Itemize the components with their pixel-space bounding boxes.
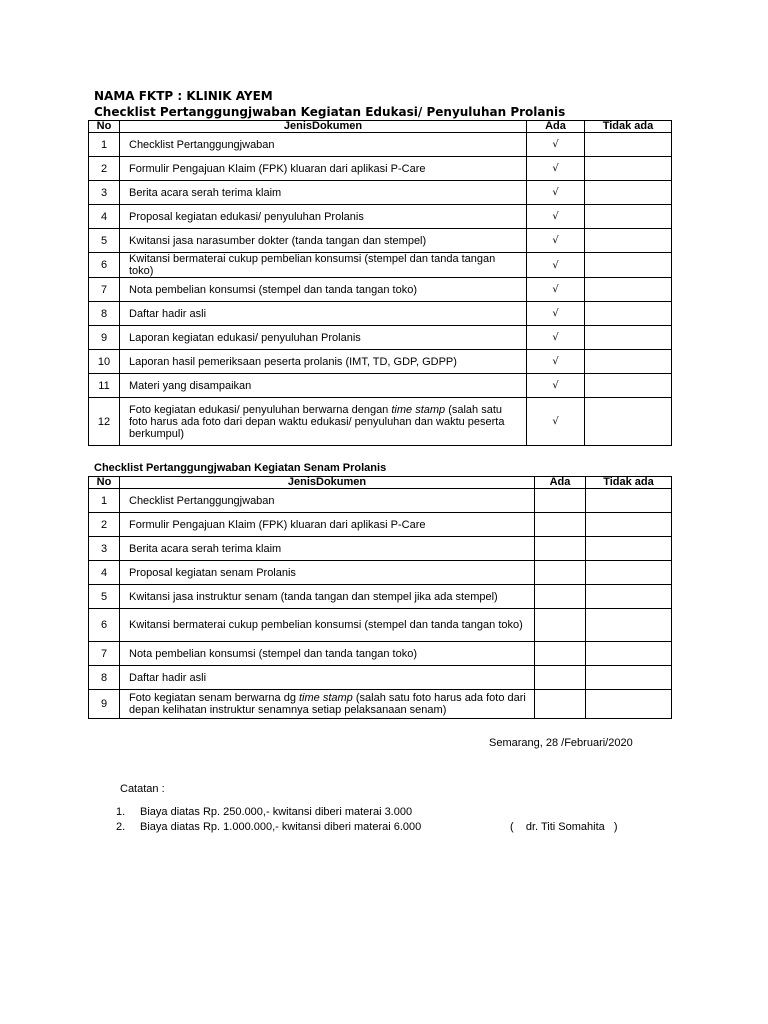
- note-number: 1.: [116, 806, 126, 818]
- document-name: Formulir Pengajuan Klaim (FPK) kluaran dari aplikasi P-Care: [120, 157, 527, 181]
- document-name: Berita acara serah terima klaim: [120, 181, 527, 205]
- document-name: Checklist Pertanggungjwaban: [120, 489, 535, 513]
- table-row: [89, 513, 672, 537]
- ada-check: [535, 513, 586, 537]
- tidak-ada-cell: [586, 585, 672, 609]
- tidak-ada-cell: [585, 278, 672, 302]
- row-number: 9: [89, 690, 120, 719]
- row-number: 12: [89, 398, 120, 446]
- ada-check: [535, 609, 586, 642]
- table-row: [89, 690, 672, 719]
- column-header-tidak-ada: Tidak ada: [586, 477, 672, 489]
- section-title-senam: Checklist Pertanggungjwaban Kegiatan Senam Prolanis: [94, 462, 387, 474]
- document-name: [120, 690, 535, 719]
- tidak-ada-cell: [585, 374, 672, 398]
- tidak-ada-cell: [585, 302, 672, 326]
- tidak-ada-cell: [585, 350, 672, 374]
- table-header-row: [89, 121, 672, 133]
- document-name-part: Foto kegiatan edukasi/ penyuluhan berwarna dengan: [129, 403, 392, 416]
- row-number: 3: [89, 181, 120, 205]
- note-text: Biaya diatas Rp. 250.000,- kwitansi diberi materai 3.000: [140, 806, 413, 818]
- table-row: [89, 326, 672, 350]
- note-text: Biaya diatas Rp. 1.000.000,- kwitansi diberi materai 6.000: [140, 821, 422, 833]
- table-row: [89, 642, 672, 666]
- table-row: [89, 278, 672, 302]
- document-name: Kwitansi jasa narasumber dokter (tanda tangan dan stempel): [120, 229, 527, 253]
- document-name: Daftar hadir asli: [120, 302, 527, 326]
- tidak-ada-cell: [586, 666, 672, 690]
- ada-check: √: [527, 229, 585, 253]
- column-header-no: No: [89, 477, 120, 489]
- table-row: [89, 585, 672, 609]
- table-row: [89, 157, 672, 181]
- ada-check: [535, 690, 586, 719]
- document-name: Kwitansi bermaterai cukup pembelian konsumsi (stempel dan tanda tangan toko): [120, 253, 527, 278]
- ada-check: [535, 642, 586, 666]
- document-name-emphasis: time stamp: [391, 403, 446, 416]
- row-number: 3: [89, 537, 120, 561]
- ada-check: √: [527, 350, 585, 374]
- row-number: 8: [89, 666, 120, 690]
- row-number: 9: [89, 326, 120, 350]
- ada-check: √: [527, 205, 585, 229]
- table-row: [89, 229, 672, 253]
- table-row: [89, 302, 672, 326]
- document-name-part: Foto kegiatan senam berwarna dg: [129, 692, 299, 704]
- table-row: [89, 205, 672, 229]
- row-number: 7: [89, 278, 120, 302]
- column-header-ada: Ada: [535, 477, 586, 489]
- tidak-ada-cell: [586, 513, 672, 537]
- row-number: 1: [89, 133, 120, 157]
- table-row: [89, 609, 672, 642]
- table-row: [89, 253, 672, 278]
- column-header-document: JenisDokumen: [120, 121, 527, 133]
- tidak-ada-cell: [585, 398, 672, 446]
- tidak-ada-cell: [586, 561, 672, 585]
- tidak-ada-cell: [585, 253, 672, 278]
- document-name: [120, 398, 527, 446]
- tidak-ada-cell: [585, 157, 672, 181]
- table-row: [89, 181, 672, 205]
- row-number: 8: [89, 302, 120, 326]
- note-item: [116, 806, 412, 818]
- document-name-part: (salah satu foto harus ada foto dari depan waktu edukasi/ penyuluhan dan waktu peserta berkumpul): [129, 403, 505, 440]
- tidak-ada-cell: [586, 690, 672, 719]
- ada-check: [535, 537, 586, 561]
- document-name: Laporan hasil pemeriksaan peserta prolanis (IMT, TD, GDP, GDPP): [120, 350, 527, 374]
- ada-check: √: [527, 253, 585, 278]
- row-number: 10: [89, 350, 120, 374]
- tidak-ada-cell: [585, 181, 672, 205]
- row-number: 6: [89, 609, 120, 642]
- tidak-ada-cell: [585, 205, 672, 229]
- ada-check: √: [527, 398, 585, 446]
- tidak-ada-cell: [585, 133, 672, 157]
- ada-check: [535, 489, 586, 513]
- document-name: Proposal kegiatan edukasi/ penyuluhan Prolanis: [120, 205, 527, 229]
- tidak-ada-cell: [585, 326, 672, 350]
- row-number: 6: [89, 253, 120, 278]
- place-date: Semarang, 28 /Februari/2020: [489, 737, 633, 749]
- ada-check: √: [527, 278, 585, 302]
- document-name: Kwitansi bermaterai cukup pembelian konsumsi (stempel dan tanda tangan toko): [120, 609, 535, 642]
- checklist-table-edukasi: [88, 120, 672, 446]
- row-number: 4: [89, 205, 120, 229]
- ada-check: √: [527, 181, 585, 205]
- document-name: Nota pembelian konsumsi (stempel dan tanda tangan toko): [120, 642, 535, 666]
- document-name: Proposal kegiatan senam Prolanis: [120, 561, 535, 585]
- section-title-edukasi: Checklist Pertanggungjwaban Kegiatan Edukasi/ Penyuluhan Prolanis: [94, 105, 566, 119]
- note-item: [116, 821, 421, 833]
- ada-check: √: [527, 326, 585, 350]
- tidak-ada-cell: [586, 642, 672, 666]
- table-row: [89, 561, 672, 585]
- row-number: 4: [89, 561, 120, 585]
- row-number: 5: [89, 229, 120, 253]
- table-row: [89, 133, 672, 157]
- document-name: Checklist Pertanggungjwaban: [120, 133, 527, 157]
- ada-check: √: [527, 302, 585, 326]
- tidak-ada-cell: [586, 537, 672, 561]
- tidak-ada-cell: [585, 229, 672, 253]
- table-header-row: [89, 477, 672, 489]
- document-name: Materi yang disampaikan: [120, 374, 527, 398]
- checklist-table-senam: [88, 476, 672, 719]
- document-name: Berita acara serah terima klaim: [120, 537, 535, 561]
- signature-name: ( dr. Titi Somahita ): [510, 821, 618, 833]
- document-name: Formulir Pengajuan Klaim (FPK) kluaran dari aplikasi P-Care: [120, 513, 535, 537]
- row-number: 11: [89, 374, 120, 398]
- document-name: Nota pembelian konsumsi (stempel dan tanda tangan toko): [120, 278, 527, 302]
- ada-check: √: [527, 374, 585, 398]
- table-row: [89, 537, 672, 561]
- ada-check: [535, 585, 586, 609]
- table-row: [89, 374, 672, 398]
- table-row: [89, 489, 672, 513]
- ada-check: √: [527, 157, 585, 181]
- column-header-document: JenisDokumen: [120, 477, 535, 489]
- ada-check: [535, 561, 586, 585]
- column-header-no: No: [89, 121, 120, 133]
- column-header-tidak-ada: Tidak ada: [585, 121, 672, 133]
- tidak-ada-cell: [586, 489, 672, 513]
- document-name-part: (salah satu foto harus ada foto dari depan kelihatan instruktur senamnya setiap pelaksanaan senam): [129, 692, 526, 716]
- table-row: [89, 666, 672, 690]
- document-name: Daftar hadir asli: [120, 666, 535, 690]
- row-number: 1: [89, 489, 120, 513]
- document-name-emphasis: time stamp: [299, 692, 353, 704]
- page-title: NAMA FKTP : KLINIK AYEM: [94, 89, 273, 103]
- note-number: 2.: [116, 821, 126, 833]
- column-header-ada: Ada: [527, 121, 585, 133]
- ada-check: [535, 666, 586, 690]
- row-number: 2: [89, 513, 120, 537]
- document-name: Kwitansi jasa instruktur senam (tanda tangan dan stempel jika ada stempel): [120, 585, 535, 609]
- table-row: [89, 350, 672, 374]
- row-number: 2: [89, 157, 120, 181]
- row-number: 5: [89, 585, 120, 609]
- document-name: Laporan kegiatan edukasi/ penyuluhan Prolanis: [120, 326, 527, 350]
- row-number: 7: [89, 642, 120, 666]
- table-row: [89, 398, 672, 446]
- ada-check: √: [527, 133, 585, 157]
- notes-label: Catatan :: [120, 783, 165, 795]
- tidak-ada-cell: [586, 609, 672, 642]
